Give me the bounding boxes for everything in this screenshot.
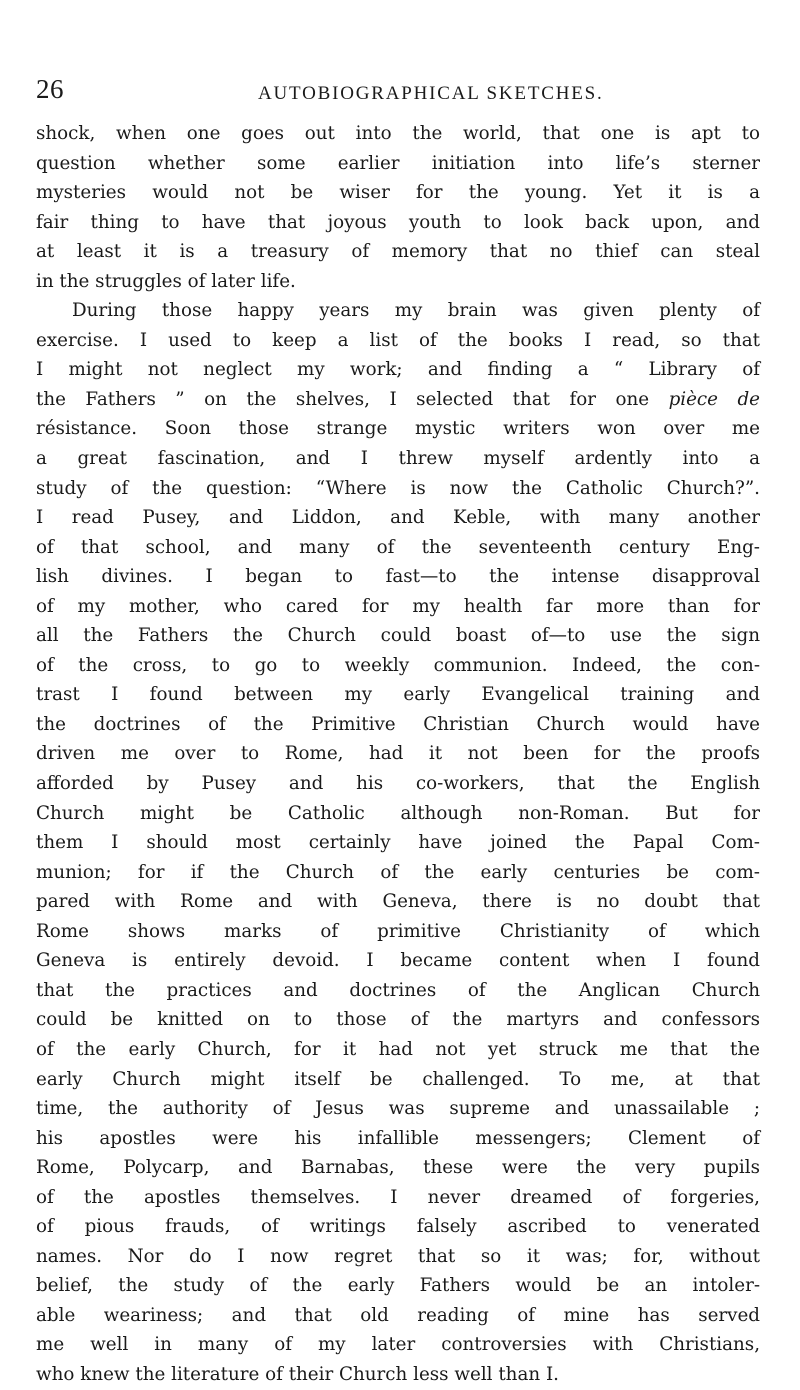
text-line: fair thing to have that joyous youth to look back upon, and (36, 211, 760, 233)
running-head (36, 74, 756, 114)
text-line: time, the authority of Jesus was supreme and unassailable ; (36, 1098, 760, 1120)
body-text (36, 119, 760, 1390)
text-line: résistance. Soon those strange mystic writers won over me (36, 418, 760, 440)
text-line: that the practices and doctrines of the Anglican Church (36, 979, 760, 1001)
text-line: of pious frauds, of writings falsely ascribed to venerated (36, 1216, 760, 1238)
text-line: munion; for if the Church of the early centuries be com- (36, 861, 760, 883)
text-line: shock, when one goes out into the world, that one is apt to (36, 123, 760, 144)
text-line-segment: the Fathers ” on the shelves, I selected that for one (36, 388, 650, 410)
text-line: exercise. I used to keep a list of the books I read, so that (36, 329, 760, 351)
text-line: question whether some earlier initiation into life’s sterner (36, 152, 760, 174)
text-line: lish divines. I began to fast—to the intense disapproval (36, 566, 760, 588)
text-line: driven me over to Rome, had it not been for the proofs (36, 743, 760, 765)
text-line: could be knitted on to those of the martyrs and confessors (36, 1009, 760, 1031)
text-line: I read Pusey, and Liddon, and Keble, with many another (36, 507, 760, 529)
text-line: Church might be Catholic although non-Roman. But for (36, 802, 760, 824)
text-line: I might not neglect my work; and finding a “ Library of (36, 359, 760, 381)
text-line: early Church might itself be challenged. To me, at that (36, 1068, 760, 1090)
text-line (36, 385, 760, 415)
text-line: them I should most certainly have joined the Papal Com- (36, 832, 760, 854)
running-title: AUTOBIOGRAPHICAL SKETCHES. (258, 83, 604, 104)
text-line: who knew the literature of their Church less well than I. (36, 1363, 559, 1385)
text-line: study of the question: “Where is now the Catholic Church?”. (36, 477, 760, 499)
text-line: mysteries would not be wiser for the young. Yet it is a (36, 182, 760, 204)
text-line: of that school, and many of the seventeenth century Eng- (36, 536, 760, 558)
text-line: belief, the study of the early Fathers would be an intoler- (36, 1275, 760, 1297)
text-line: all the Fathers the Church could boast of—to use the sign (36, 625, 760, 647)
text-line: able weariness; and that old reading of mine has served (36, 1304, 760, 1326)
page-number: 26 (36, 74, 64, 104)
text-line: trast I found between my early Evangelical training and (36, 684, 760, 706)
text-line: During those happy years my brain was given plenty of (72, 300, 760, 322)
text-line: afforded by Pusey and his co-workers, that the English (36, 773, 760, 795)
text-line: names. Nor do I now regret that so it was; for, without (36, 1245, 760, 1267)
text-line: of my mother, who cared for my health far more than for (36, 595, 760, 617)
text-line: of the apostles themselves. I never dreamed of forgeries, (36, 1186, 760, 1208)
text-line: in the struggles of later life. (36, 270, 296, 292)
text-line: at least it is a treasury of memory that no thief can steal (36, 241, 760, 263)
italic-phrase: pièce de (668, 388, 760, 410)
text-line: Rome shows marks of primitive Christianity of which (36, 920, 760, 942)
text-line: of the cross, to go to weekly communion. Indeed, the con- (36, 654, 760, 676)
text-line: the doctrines of the Primitive Christian Church would have (36, 713, 760, 735)
text-line: his apostles were his infallible messengers; Clement of (36, 1127, 760, 1149)
text-line: me well in many of my later controversies with Christians, (36, 1334, 760, 1356)
text-line: of the early Church, for it had not yet struck me that the (36, 1038, 760, 1060)
text-line: a great fascination, and I threw myself ardently into a (36, 448, 760, 470)
text-line: pared with Rome and with Geneva, there is no doubt that (36, 891, 760, 913)
text-line: Rome, Polycarp, and Barnabas, these were the very pupils (36, 1157, 760, 1179)
text-line: Geneva is entirely devoid. I became content when I found (36, 950, 760, 972)
